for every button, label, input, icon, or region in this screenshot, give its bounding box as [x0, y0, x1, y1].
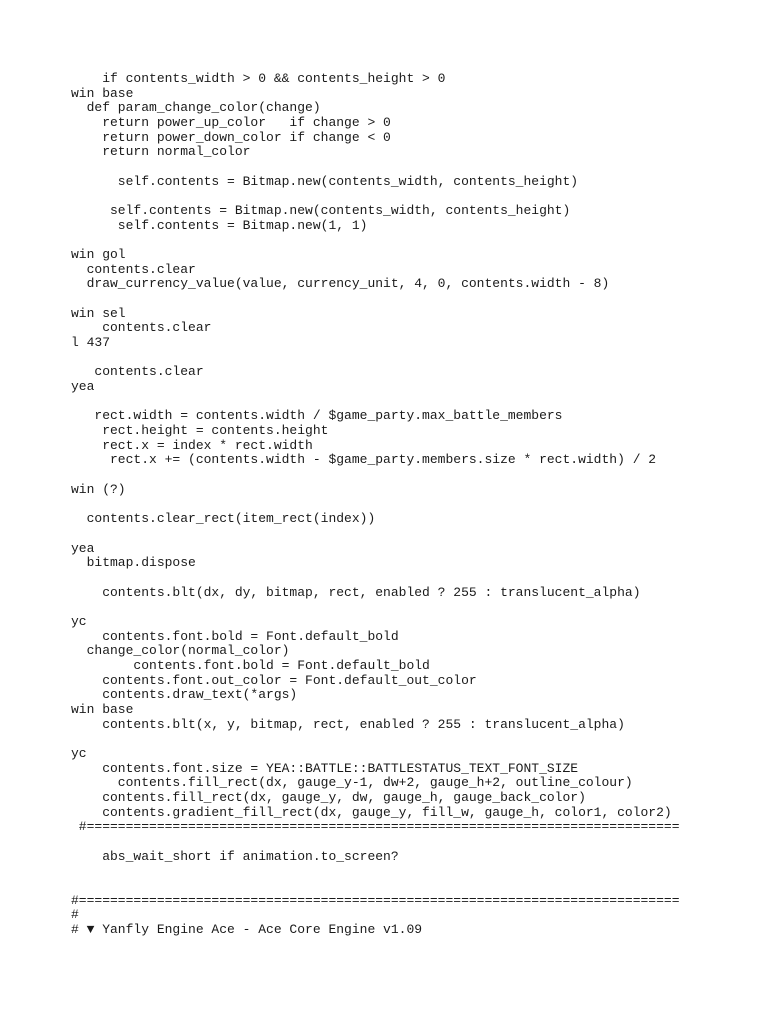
- code-line: win base: [71, 85, 134, 101]
- code-line: yc: [71, 745, 87, 761]
- code-line: [71, 571, 680, 586]
- code-line: self.contents = Bitmap.new(1, 1): [71, 217, 368, 233]
- code-line: [71, 732, 680, 747]
- code-line: [71, 468, 680, 483]
- code-line: l 437: [71, 335, 111, 351]
- code-line: win sel: [71, 305, 126, 321]
- code-line: bitmap.dispose: [71, 555, 196, 571]
- code-line: [71, 527, 680, 542]
- code-line: #=============================================================================: [71, 892, 680, 908]
- code-line: win gol: [71, 247, 126, 263]
- code-line: [71, 879, 680, 894]
- code-line: change_color(normal_color): [71, 643, 290, 659]
- code-line: def param_change_color(change): [71, 100, 321, 116]
- code-line: [71, 864, 680, 879]
- code-line: contents.clear: [71, 320, 212, 336]
- code-line: self.contents = Bitmap.new(contents_width, contents_height): [71, 203, 571, 219]
- code-line: rect.x += (contents.width - $game_party.members.size * rect.width) / 2: [71, 452, 657, 468]
- code-line: contents.blt(dx, dy, bitmap, rect, enabled ? 255 : translucent_alpha): [71, 584, 641, 600]
- code-line: [71, 497, 680, 512]
- code-line: # ▼ Yanfly Engine Ace - Ace Core Engine v1.09: [71, 921, 423, 937]
- code-line: [71, 292, 680, 307]
- code-line: #============================================================================: [71, 819, 680, 835]
- code-line: return normal_color: [71, 144, 251, 160]
- code-line: return power_down_color if change < 0: [71, 129, 391, 145]
- code-line: yea: [71, 379, 95, 395]
- code-line: contents.fill_rect(dx, gauge_y, dw, gauge_h, gauge_back_color): [71, 789, 586, 805]
- code-line: yc: [71, 613, 87, 629]
- code-line: contents.font.bold = Font.default_bold: [71, 657, 430, 673]
- code-line: #: [71, 907, 79, 923]
- code-line: contents.clear: [71, 364, 204, 380]
- code-line: rect.height = contents.height: [71, 423, 329, 439]
- code-line: return power_up_color if change > 0: [71, 115, 391, 131]
- code-line: contents.clear_rect(item_rect(index)): [71, 511, 376, 527]
- code-line: win (?): [71, 481, 126, 497]
- code-line: contents.gradient_fill_rect(dx, gauge_y, fill_w, gauge_h, color1, color2): [71, 804, 672, 820]
- code-line: [71, 233, 680, 248]
- code-line: self.contents = Bitmap.new(contents_width, contents_height): [71, 173, 579, 189]
- code-line: [71, 835, 680, 850]
- code-line: rect.x = index * rect.width: [71, 437, 313, 453]
- code-block: [71, 72, 680, 938]
- code-line: draw_currency_value(value, currency_unit, 4, 0, contents.width - 8): [71, 276, 610, 292]
- code-line: yea: [71, 540, 95, 556]
- code-line: abs_wait_short if animation.to_screen?: [71, 848, 399, 864]
- code-line: [71, 351, 680, 366]
- code-line: [71, 160, 680, 175]
- code-line: contents.font.out_color = Font.default_out_color: [71, 672, 477, 688]
- code-line: contents.fill_rect(dx, gauge_y-1, dw+2, gauge_h+2, outline_colour): [71, 775, 633, 791]
- code-line: contents.font.size = YEA::BATTLE::BATTLESTATUS_TEXT_FONT_SIZE: [71, 760, 579, 776]
- code-line: if contents_width > 0 && contents_height > 0: [71, 71, 446, 86]
- code-line: contents.draw_text(*args): [71, 687, 298, 703]
- code-line: rect.width = contents.width / $game_party.max_battle_members: [71, 408, 563, 424]
- code-line: contents.clear: [71, 261, 196, 277]
- code-line: contents.font.bold = Font.default_bold: [71, 628, 399, 644]
- code-line: [71, 600, 680, 615]
- code-line: win base: [71, 701, 134, 717]
- code-line: [71, 189, 680, 204]
- code-line: contents.blt(x, y, bitmap, rect, enabled ? 255 : translucent_alpha): [71, 716, 625, 732]
- code-line: [71, 395, 680, 410]
